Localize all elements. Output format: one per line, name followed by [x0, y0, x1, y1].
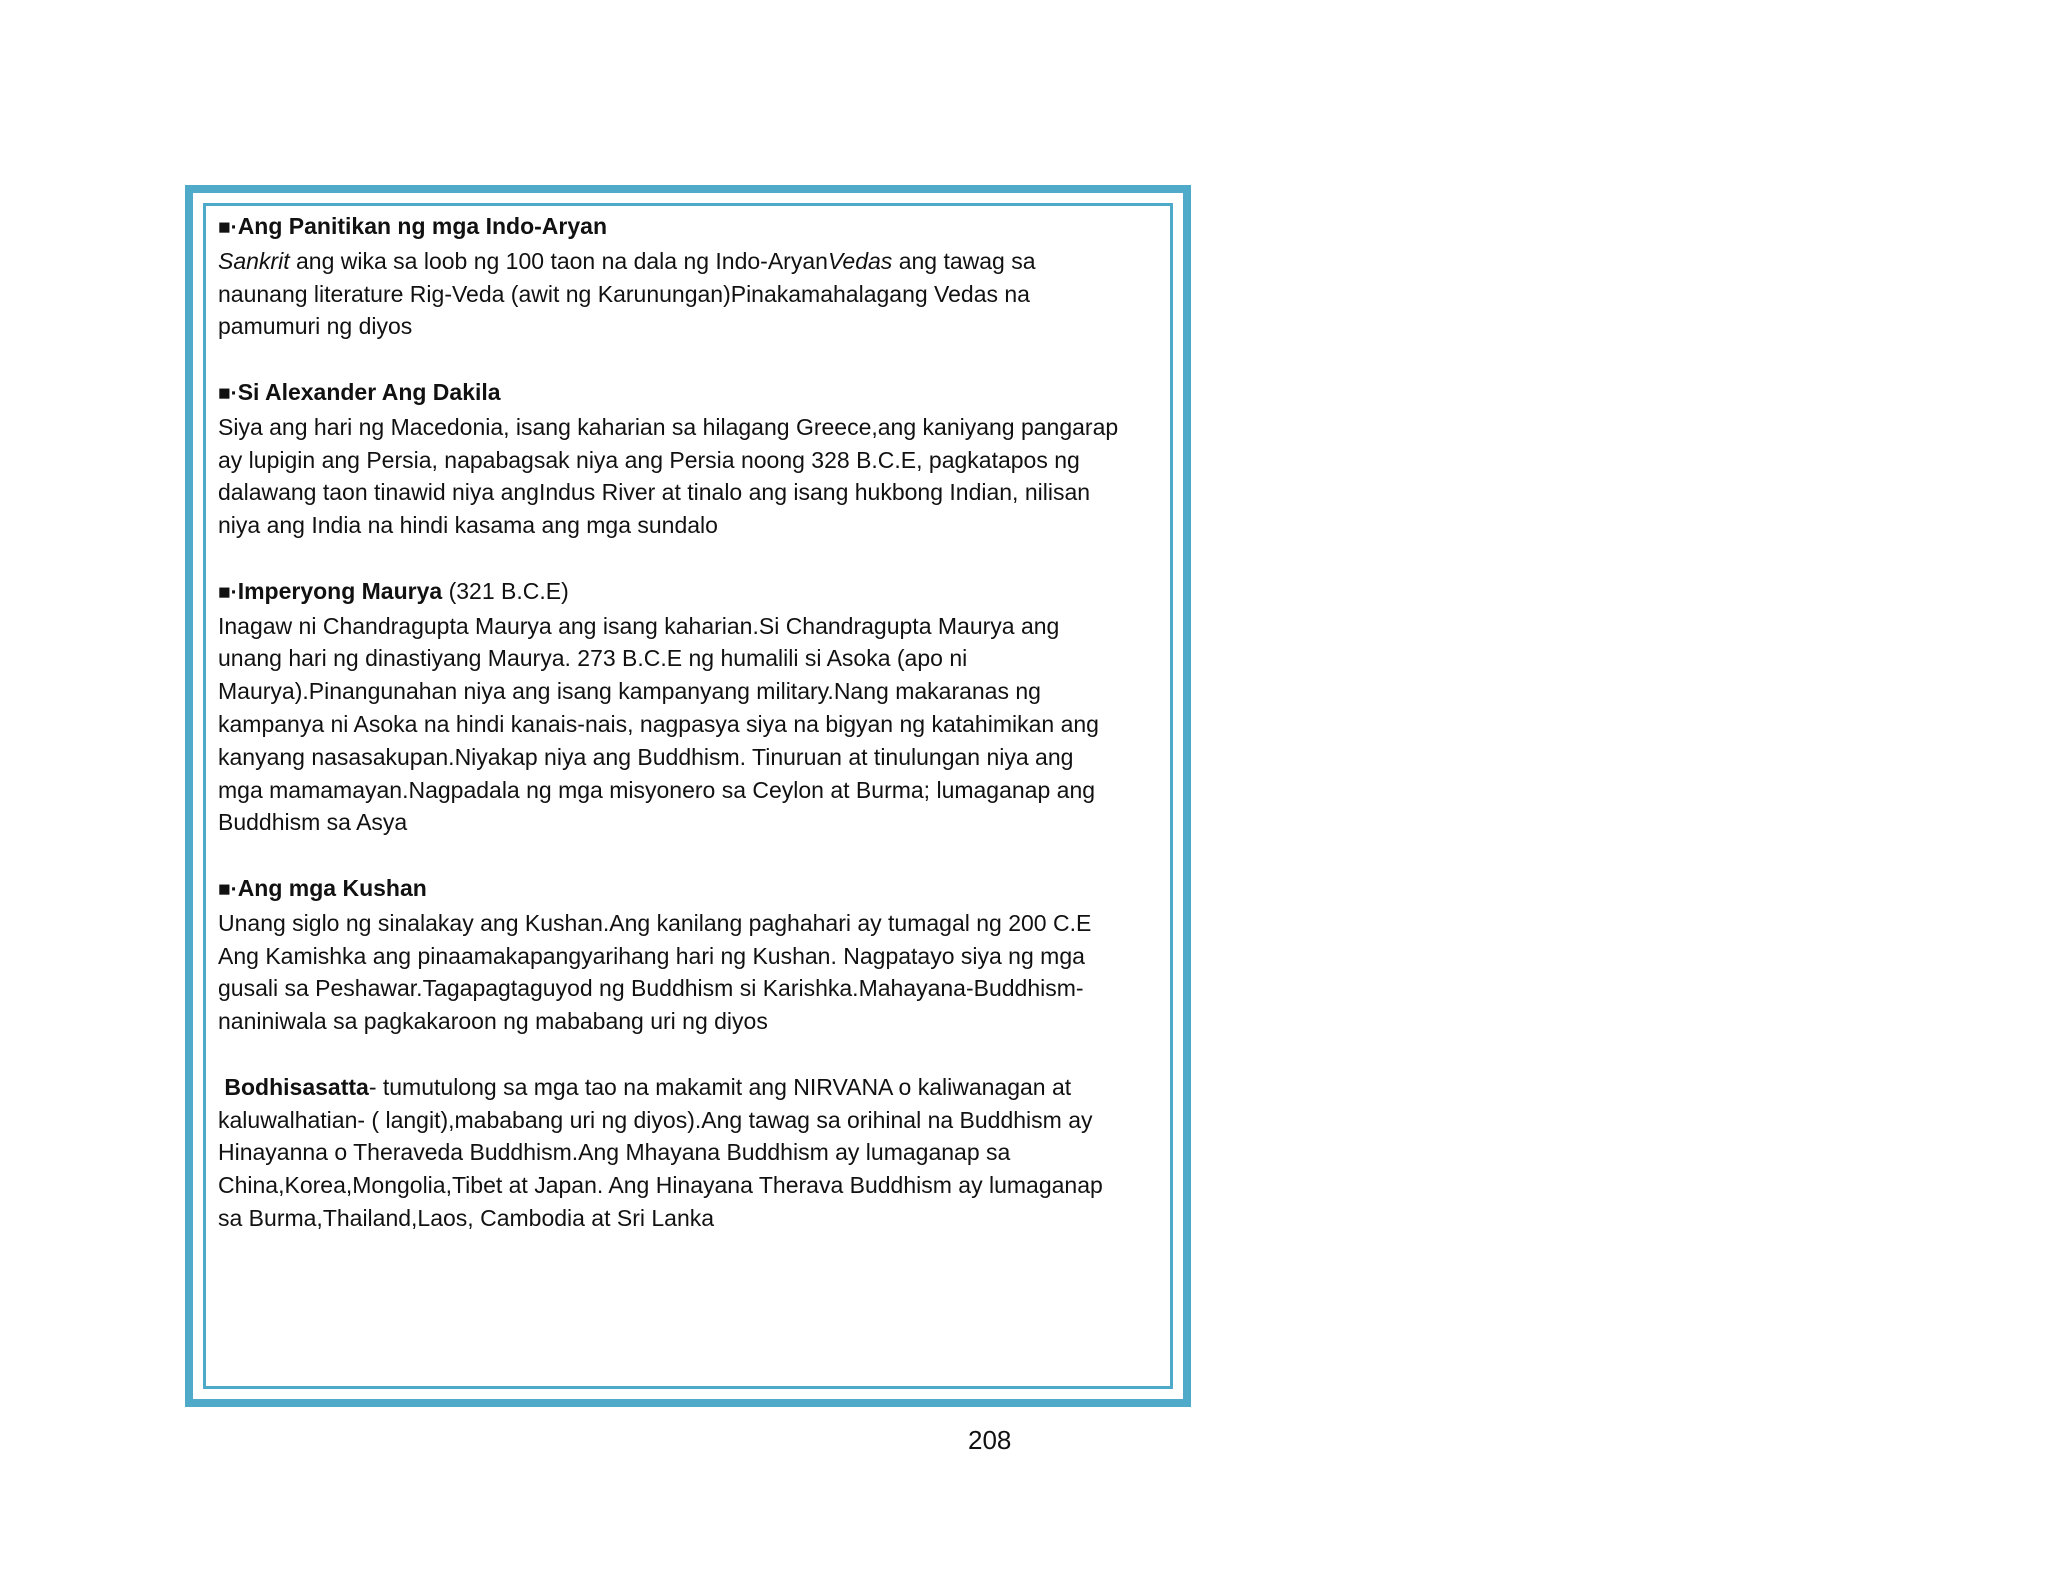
body-line: niya ang India na hindi kasama ang mga sundalo	[218, 512, 718, 539]
body-line: pamumuri ng diyos	[218, 313, 413, 340]
body-line: Unang siglo ng sinalakay ang Kushan.Ang kanilang paghahari ay tumagal ng 200 C.E	[218, 909, 1092, 936]
body-line: gusali sa Peshawar.Tagapagtaguyod ng Buddhism si Karishka.Mahayana-Buddhism-	[218, 975, 1084, 1002]
section-heading: Si Alexander Ang Dakila	[237, 378, 501, 405]
section-indo-aryan-literature	[218, 210, 1178, 343]
body-line: Maurya).Pinangunahan niya ang isang kampanyang military.Nang makaranas ng	[218, 678, 1041, 705]
body-line: naniniwala sa pagkakaroon ng mababang uri ng diyos	[218, 1008, 768, 1035]
italic-term-vedas: Vedas	[827, 247, 893, 274]
section-heading-line	[218, 575, 1178, 610]
section-heading-line	[218, 376, 1178, 411]
page-number: 208	[968, 1425, 1012, 1455]
body-line: Inagaw ni Chandragupta Maurya ang isang kaharian.Si Chandragupta Maurya ang	[218, 612, 1060, 639]
section-heading: Ang Panitikan ng mga Indo-Aryan	[237, 213, 607, 239]
square-bullet-icon: ■·	[218, 580, 238, 604]
body-line	[218, 1071, 1178, 1104]
section-heading-date: (321 B.C.E)	[442, 577, 569, 604]
body-line: kaluwalhatian- ( langit),mababang uri ng diyos).Ang tawag sa orihinal na Buddhism ay	[218, 1106, 1093, 1133]
body-line: Buddhism sa Asya	[218, 809, 408, 836]
square-bullet-icon: ■·	[218, 216, 238, 239]
body-line: kanyang nasasakupan.Niyakap niya ang Buddhism. Tinuruan at tinulungan niya ang	[218, 743, 1074, 770]
section-maurya-empire	[218, 575, 1178, 839]
body-text: ang wika sa loob ng 100 taon na dala ng Indo-Aryan	[289, 247, 828, 274]
body-text: - tumutulong sa mga tao na makamit ang NIRVANA o kaliwanagan at	[368, 1073, 1072, 1100]
section-heading: Ang mga Kushan	[237, 874, 427, 901]
body-line: mga mamamayan.Nagpadala ng mga misyonero sa Ceylon at Burma; lumaganap ang	[218, 776, 1096, 803]
body-line: naunang literature Rig-Veda (awit ng Karunungan)Pinakamahalagang Vedas na	[218, 280, 1030, 307]
body-line: unang hari ng dinastiyang Maurya. 273 B.C.E ng humalili si Asoka (apo ni	[218, 645, 968, 672]
italic-term-sankrit: Sankrit	[218, 247, 290, 274]
section-alexander-the-great	[218, 376, 1178, 542]
bold-term-bodhisasatta: Bodhisasatta	[224, 1073, 369, 1100]
body-line: Siya ang hari ng Macedonia, isang kaharian sa hilagang Greece,ang kaniyang pangarap	[218, 413, 1119, 440]
body-line	[218, 245, 1178, 278]
body-line: sa Burma,Thailand,Laos, Cambodia at Sri Lanka	[218, 1204, 715, 1231]
square-bullet-icon: ■·	[218, 381, 238, 405]
section-bodhisattva	[218, 1071, 1178, 1235]
section-heading-line	[218, 872, 1178, 907]
body-line: ay lupigin ang Persia, napabagsak niya ang Persia noong 328 B.C.E, pagkatapos ng	[218, 446, 1080, 473]
body-line: Hinayanna o Theraveda Buddhism.Ang Mhayana Buddhism ay lumaganap sa	[218, 1139, 1011, 1166]
section-kushan	[218, 872, 1178, 1038]
body-line: China,Korea,Mongolia,Tibet at Japan. Ang Hinayana Therava Buddhism ay lumaganap	[218, 1172, 1103, 1199]
section-heading: Imperyong Maurya	[237, 577, 443, 604]
section-heading-line	[218, 210, 1178, 245]
body-text: ang tawag sa	[892, 247, 1036, 274]
body-line: dalawang taon tinawid niya angIndus River at tinalo ang isang hukbong Indian, nilisan	[218, 479, 1091, 506]
square-bullet-icon: ■·	[218, 877, 238, 901]
page-content	[218, 210, 1178, 1268]
body-line: kampanya ni Asoka na hindi kanais-nais, nagpasya siya na bigyan ng katahimikan ang	[218, 710, 1099, 737]
body-line: Ang Kamishka ang pinaamakapangyarihang hari ng Kushan. Nagpatayo siya ng mga	[218, 942, 1085, 969]
